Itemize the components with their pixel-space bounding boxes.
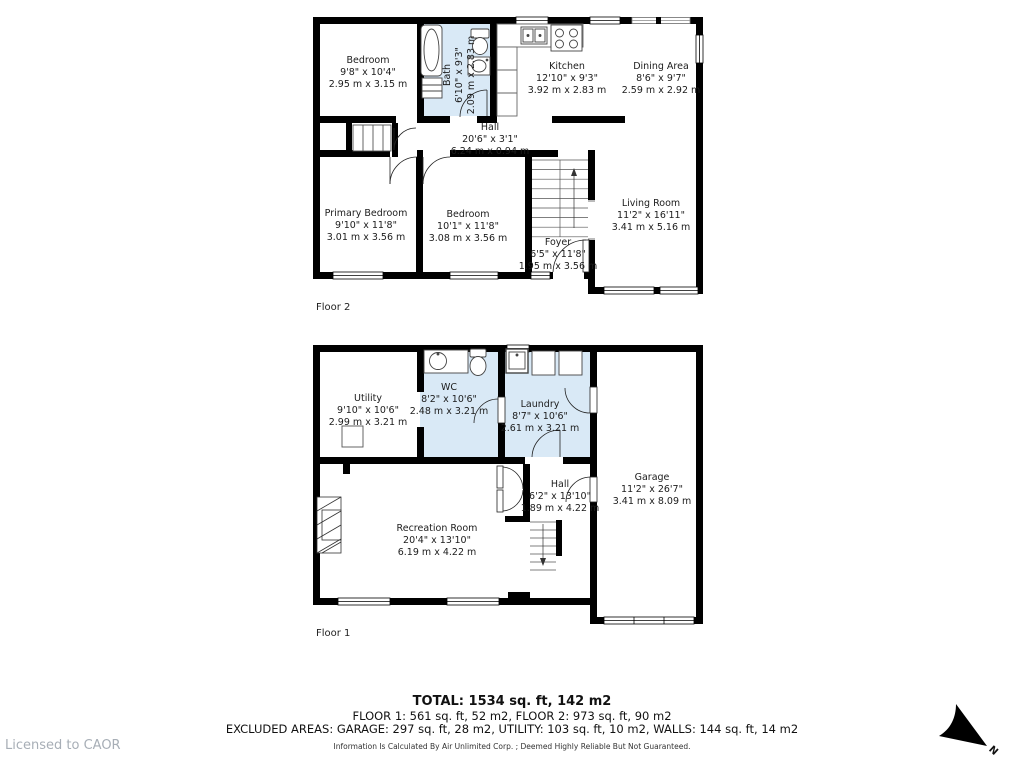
floor1-stairs (530, 522, 556, 570)
room-dim-metric: 6.19 m x 4.22 m (397, 547, 477, 558)
room-name: Recreation Room (396, 523, 478, 534)
floor2-stairs (532, 160, 588, 237)
room-name: Garage (634, 472, 670, 483)
room-name: Bath (442, 63, 453, 87)
room-label-kitchen (528, 61, 607, 97)
room-dim-metric: 2.09 m x 2.83 m (466, 35, 477, 115)
room-name: Bedroom (346, 55, 390, 66)
room-name: Living Room (621, 198, 681, 209)
room-dim-metric: 3.41 m x 5.16 m (611, 222, 691, 233)
linen-closet (422, 78, 442, 98)
room-dim-imperial: 12'10" x 9'3" (536, 73, 598, 84)
water-heater-icon (342, 426, 363, 447)
room-dim-imperial: 9'10" x 11'8" (335, 220, 397, 231)
room-dim-imperial: 11'2" x 16'11" (617, 210, 685, 221)
room-name: Bedroom (446, 209, 490, 220)
room-name: Foyer (544, 237, 572, 248)
room-name: WC (440, 382, 458, 393)
room-label-wc (410, 382, 489, 418)
room-dim-imperial: 6'10" x 9'3" (454, 47, 465, 103)
room-label-hall2 (451, 122, 530, 158)
room-label-bedroom2 (429, 209, 508, 245)
stove-icon (551, 25, 582, 51)
room-dim-imperial: 11'2" x 26'7" (621, 484, 683, 495)
room-label-bath (442, 36, 478, 115)
summary-floors-line: FLOOR 1: 561 sq. ft, 52 m2, FLOOR 2: 973 sq. ft, 90 m2 (352, 709, 672, 723)
room-dim-metric: 3.08 m x 3.56 m (428, 233, 508, 244)
room-label-garage (613, 472, 692, 508)
room-dim-imperial: 9'8" x 10'4" (340, 67, 396, 78)
room-name: Hall (550, 479, 570, 490)
floor1-title: Floor 1 (316, 628, 351, 639)
room-dim-metric: 2.61 m x 3.21 m (500, 423, 580, 434)
hall-closet (353, 125, 391, 151)
room-name: Utility (354, 393, 382, 404)
room-label-utility (329, 393, 408, 429)
room-dim-metric: 3.01 m x 3.56 m (326, 232, 406, 243)
foyer-living-opening (588, 201, 595, 239)
room-label-dining (622, 61, 701, 97)
summary-total: TOTAL: 1534 sq. ft, 142 m2 (412, 694, 612, 709)
room-dim-imperial: 6'5" x 11'8" (530, 249, 586, 260)
room-dim-metric: 6.24 m x 0.94 m (450, 146, 530, 157)
room-name: Dining Area (633, 61, 689, 72)
room-dim-imperial: 9'10" x 10'6" (337, 405, 399, 416)
patio-door (632, 17, 690, 24)
room-dim-metric: 2.95 m x 3.15 m (328, 79, 408, 90)
room-dim-metric: 1.95 m x 3.56 m (518, 261, 598, 272)
room-label-bedroom-upper (329, 55, 408, 91)
fireplace-icon (317, 497, 341, 553)
wc-vanity-icon (424, 350, 468, 373)
wc-toilet-icon (470, 349, 486, 376)
room-dim-imperial: 8'7" x 10'6" (512, 411, 568, 422)
room-dim-imperial: 20'6" x 3'1" (462, 134, 518, 145)
room-name: Laundry (520, 399, 560, 410)
room-label-living-room (612, 198, 691, 234)
room-dim-metric: 3.41 m x 8.09 m (612, 496, 692, 507)
room-dim-metric: 2.48 m x 3.21 m (409, 406, 489, 417)
bathtub-icon (421, 25, 442, 76)
room-label-hall1 (521, 479, 600, 515)
kitchen-sink-icon (521, 27, 547, 44)
room-dim-imperial: 8'2" x 10'6" (421, 394, 477, 405)
laundry-sink-icon (506, 349, 528, 373)
room-name: Primary Bedroom (324, 208, 408, 219)
room-dim-metric: 3.92 m x 2.83 m (527, 85, 607, 96)
room-label-foyer (519, 237, 598, 273)
room-label-recreation-room (397, 523, 478, 559)
floor2-title: Floor 2 (316, 302, 351, 313)
room-dim-metric: 2.59 m x 2.92 m (621, 85, 701, 96)
north-label: N (986, 744, 1000, 758)
garage-door (604, 617, 694, 624)
room-dim-imperial: 8'6" x 9'7" (636, 73, 686, 84)
room-dim-metric: 2.99 m x 3.21 m (328, 417, 408, 428)
summary-excluded-line: EXCLUDED AREAS: GARAGE: 297 sq. ft, 28 m2, UTILITY: 103 sq. ft, 10 m2, WALLS: 144 sq. ft, 14 m2 (225, 722, 799, 736)
washer-icon (532, 351, 555, 375)
room-dim-metric: 1.89 m x 4.22 m (520, 503, 600, 514)
room-label-primary-bedroom (325, 208, 408, 244)
dryer-icon (559, 351, 582, 375)
room-dim-imperial: 10'1" x 11'8" (437, 221, 499, 232)
room-name: Kitchen (549, 61, 585, 72)
room-label-laundry (501, 399, 580, 435)
room-dim-imperial: 20'4" x 13'10" (403, 535, 471, 546)
room-dim-imperial: 6'2" x 13'10" (529, 491, 591, 502)
summary-disclaimer: Information Is Calculated By Air Unlimited Corp. ; Deemed Highly Reliable But Not Guaranteed. (333, 742, 691, 751)
license-text: Licensed to CAOR (5, 738, 121, 753)
room-name: Hall (480, 122, 500, 133)
